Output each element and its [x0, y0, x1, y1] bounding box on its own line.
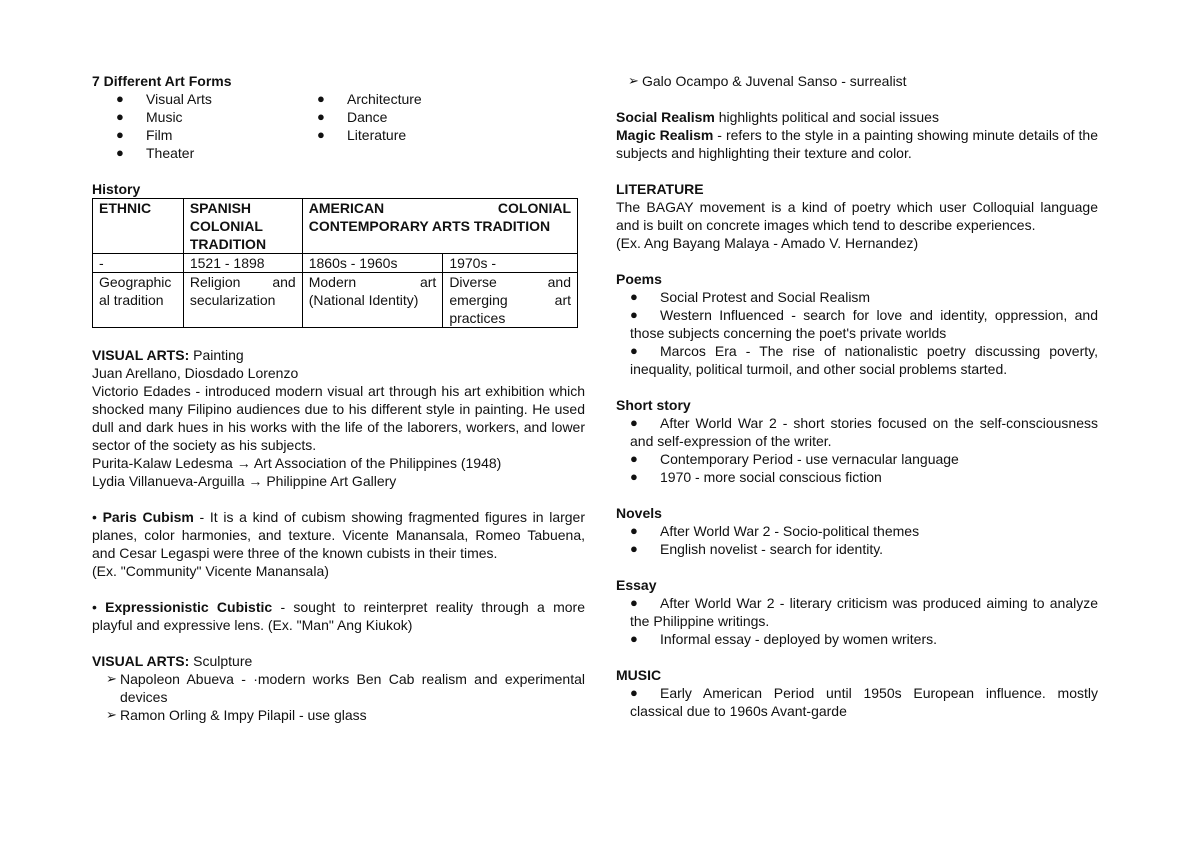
literature-paragraph: The BAGAY movement is a kind of poetry which user Colloquial language and is built on concrete images which tend to describe experiences.	[616, 199, 1098, 233]
essay-list	[616, 594, 1098, 648]
novels-title: Novels	[616, 505, 662, 521]
art-form-item: ● Dance	[317, 108, 494, 126]
table-cell: 1970s -	[443, 254, 578, 273]
art-forms-col-1	[92, 90, 293, 162]
list-item: ● After World War 2 - short stories focused on the self-consciousness and self-expression of the writer.	[630, 414, 1098, 450]
novels-list	[616, 522, 1098, 558]
table-cell: -	[93, 254, 184, 273]
list-item: ● After World War 2 - Socio-political themes	[630, 522, 1098, 540]
table-row	[93, 273, 578, 328]
paris-cubism-paragraph: • Paris Cubism - It is a kind of cubism showing fragmented figures in larger planes, color harmonies, and texture. Vicente Manansala, Romeo Tabuena, and Cesar Legaspi were three of the known cubists in their times.	[92, 509, 585, 561]
table-cell: AMERICAN COLONIAL CONTEMPORARY ARTS TRADITION	[302, 199, 577, 254]
table-cell: Diverse and emerging art practices	[443, 273, 578, 328]
art-form-item: ● Architecture	[317, 90, 494, 108]
painting-artists: Juan Arellano, Diosdado Lorenzo	[92, 365, 299, 381]
list-item: ● Marcos Era - The rise of nationalistic poetry discussing poverty, inequality, political turmoil, and other social problems started.	[630, 342, 1098, 378]
list-item: ● Contemporary Period - use vernacular language	[630, 450, 1098, 468]
list-item: ● Western Influenced - search for love and identity, oppression, and those subjects concerning the poet's private worlds	[630, 306, 1098, 342]
magic-realism-paragraph: Magic Realism - refers to the style in a painting showing minute details of the subjects and highlighting their texture and color.	[616, 127, 1098, 161]
arguilla-line: Lydia Villanueva-Arguilla → Philippine Art Gallery	[92, 473, 397, 489]
poems-list	[616, 288, 1098, 378]
music-list	[616, 684, 1098, 720]
literature-title: LITERATURE	[616, 181, 704, 197]
table-cell: SPANISH COLONIAL TRADITION	[183, 199, 302, 254]
art-form-item: ● Theater	[116, 144, 293, 162]
short-story-title: Short story	[616, 397, 691, 413]
list-item: ➢ Galo Ocampo & Juvenal Sanso - surrealist	[628, 72, 1098, 90]
expressionistic-paragraph: • Expressionistic Cubistic - sought to reinterpret reality through a more playful and expressive lens. (Ex. "Man" Ang Kiukok)	[92, 599, 586, 633]
edades-paragraph: Victorio Edades - introduced modern visual art through his art exhibition which shocked many Filipino audiences due to his different style in painting. He used dull and dark hues in his works with the life of the laborers, workers, and lower sector of the society as his subjects.	[92, 383, 585, 453]
table-cell: Geographical tradition	[93, 273, 184, 328]
list-item: ● English novelist - search for identity.	[630, 540, 1098, 558]
list-item: ● Informal essay - deployed by women writers.	[630, 630, 1098, 648]
art-form-item: ● Film	[116, 126, 293, 144]
short-story-list	[616, 414, 1098, 486]
history-title: History	[92, 181, 141, 197]
essay-title: Essay	[616, 577, 657, 593]
list-item: ● Social Protest and Social Realism	[630, 288, 1098, 306]
literature-example: (Ex. Ang Bayang Malaya - Amado V. Hernandez)	[616, 235, 919, 251]
art-form-item: ● Visual Arts	[116, 90, 293, 108]
history-table	[92, 198, 578, 328]
table-row	[93, 199, 578, 254]
table-cell: 1860s - 1960s	[302, 254, 443, 273]
sculpture-heading: VISUAL ARTS: Sculpture	[92, 653, 253, 669]
list-item: ● After World War 2 - literary criticism was produced aiming to analyze the Philippine writings.	[630, 594, 1098, 630]
cubism-example: (Ex. "Community" Vicente Manansala)	[92, 563, 329, 579]
art-form-item: ● Music	[116, 108, 293, 126]
table-cell: ETHNIC	[93, 199, 184, 254]
list-item: ● 1970 - more social conscious fiction	[630, 468, 1098, 486]
painting-heading: VISUAL ARTS: Painting	[92, 347, 244, 363]
social-realism-line: Social Realism highlights political and social issues	[616, 109, 939, 125]
art-forms-list	[92, 90, 585, 162]
surrealist-list	[616, 72, 1098, 90]
list-item: ➢ Napoleon Abueva - ·modern works Ben Cab realism and experimental devices	[106, 670, 585, 706]
table-cell: 1521 - 1898	[183, 254, 302, 273]
table-cell: Religion and secularization	[183, 273, 302, 328]
list-item: ● Early American Period until 1950s European influence. mostly classical due to 1960s Avant-garde	[630, 684, 1098, 720]
table-cell: Modern art (National Identity)	[302, 273, 443, 328]
music-title: MUSIC	[616, 667, 662, 683]
art-forms-col-2	[293, 90, 494, 162]
art-forms-title: 7 Different Art Forms	[92, 73, 232, 89]
sculpture-list	[92, 670, 585, 724]
left-column	[92, 72, 585, 724]
ledesma-line: Purita-Kalaw Ledesma → Art Association of the Philippines (1948)	[92, 455, 502, 471]
list-item: ➢ Ramon Orling & Impy Pilapil - use glass	[106, 706, 585, 724]
table-row	[93, 254, 578, 273]
art-form-item: ● Literature	[317, 126, 494, 144]
poems-title: Poems	[616, 271, 662, 287]
right-column	[616, 72, 1098, 720]
